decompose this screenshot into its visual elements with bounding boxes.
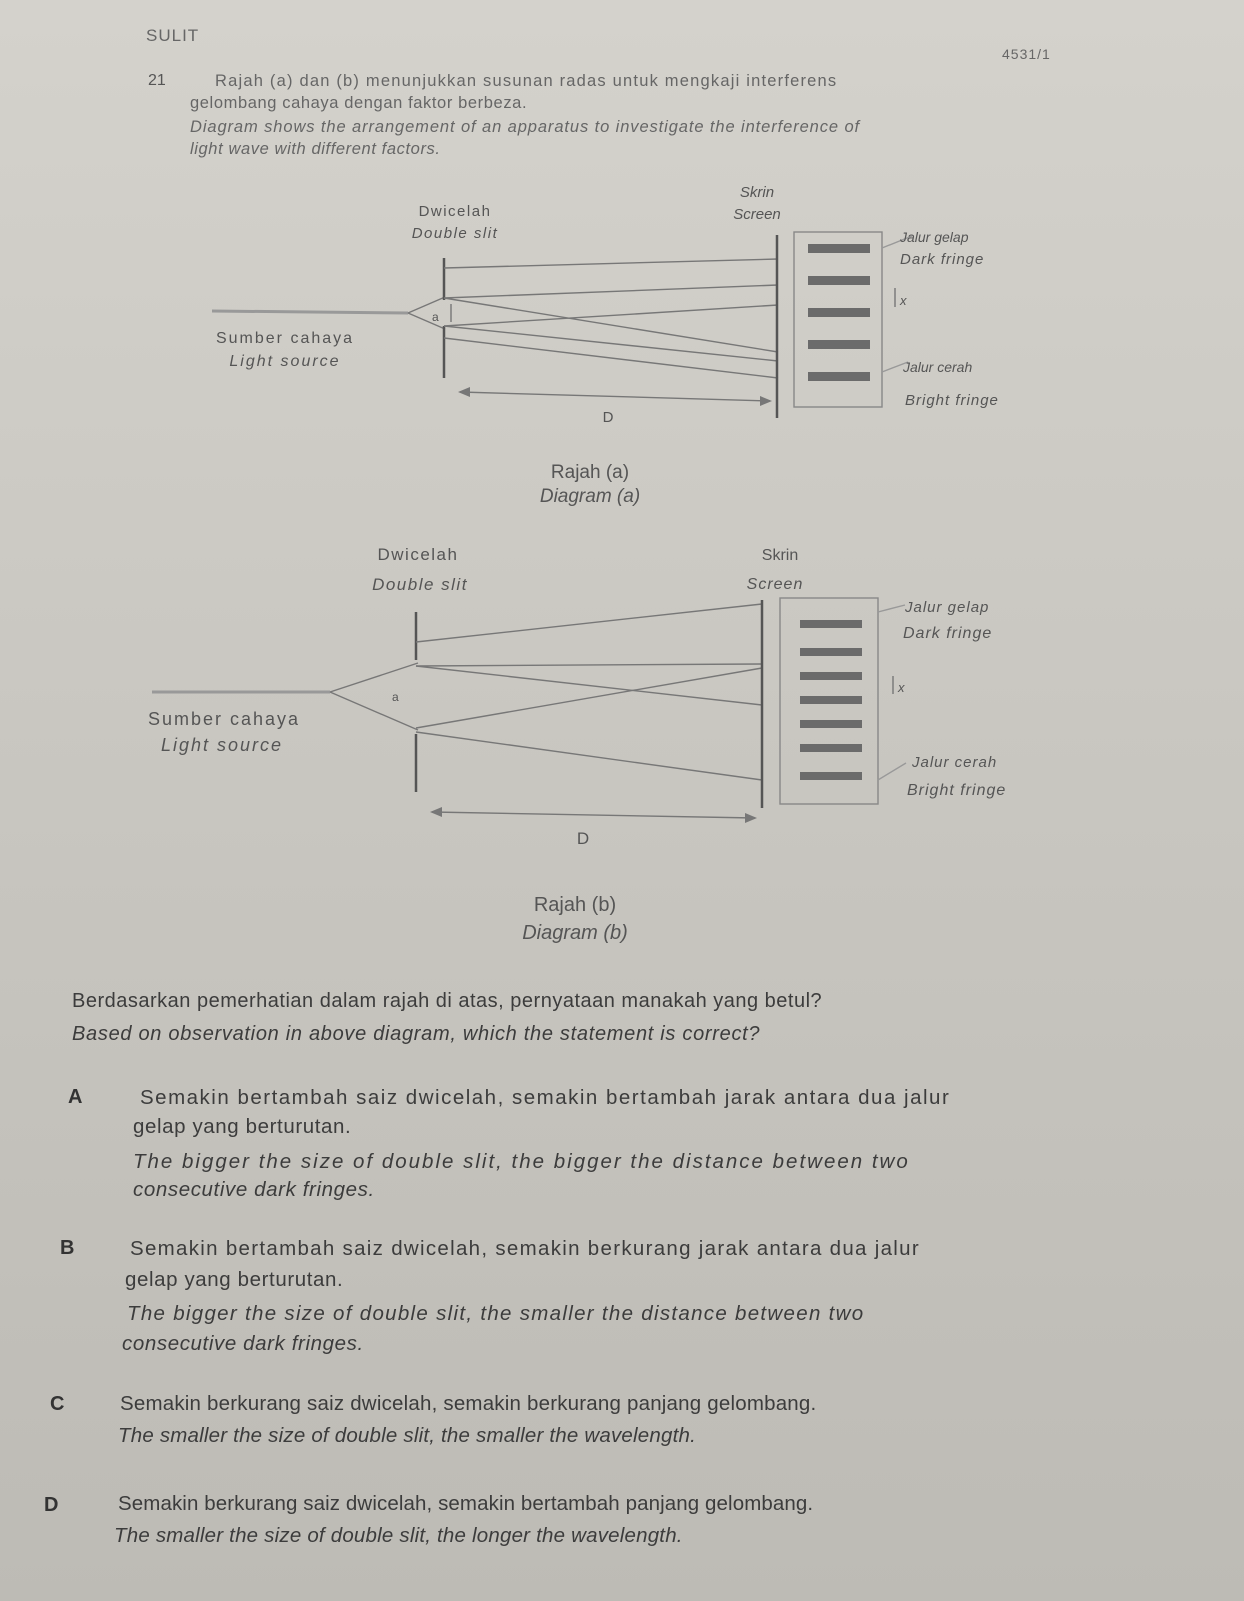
source-label-en: Light source [229,353,341,370]
option-b-en-line2: consecutive dark fringes. [122,1332,364,1355]
bright-label-ms: Jalur cerah [903,359,973,375]
screen-label-en: Screen [746,576,804,593]
header-sulit: SULIT [146,26,200,45]
intro-ms-line2: gelombang cahaya dengan faktor berbeza. [190,94,528,112]
slit-label-en: Double slit [372,575,468,594]
option-a-en-line1: The bigger the size of double slit, the bigger the distance between two [133,1150,910,1173]
option-a-letter[interactable]: A [68,1086,83,1108]
stem-en: Based on observation in above diagram, which the statement is correct? [72,1023,761,1045]
ray [444,305,778,326]
dark-fringe [800,772,862,780]
option-c-ms-line1: Semakin berkurang saiz dwicelah, semakin berkurang panjang gelombang. [120,1392,817,1415]
dark-fringe [800,696,862,704]
ray [444,259,778,268]
d-arrow [460,392,770,401]
ray [330,692,418,730]
option-c-en-line1: The smaller the size of double slit, the smaller the wavelength. [118,1424,696,1447]
ray [416,668,762,728]
dark-label-en: Dark fringe [900,251,985,268]
source-label-ms: Sumber cahaya [147,709,301,729]
diagram-a [0,0,1244,520]
ray [408,313,445,329]
slit-label-ms: Dwicelah [377,545,459,564]
option-b-en-line1: The bigger the size of double slit, the smaller the distance between two [127,1302,865,1325]
source-label-en: Light source [160,735,284,755]
dark-fringe [800,620,862,628]
screen-label-ms: Skrin [739,184,775,201]
intro-en-line2: light wave with different factors. [190,140,441,158]
option-b-ms-line1: Semakin bertambah saiz dwicelah, semakin berkurang jarak antara dua jalur [130,1237,920,1260]
caption-a-ms: Rajah (a) [550,462,630,483]
ray [416,666,762,705]
bright-label-en: Bright fringe [905,392,999,409]
dark-fringe-leader [878,605,905,612]
option-b-ms-line2: gelap yang berturutan. [125,1268,344,1291]
caption-b-en: Diagram (b) [522,922,628,944]
dark-fringe [800,648,862,656]
dark-fringe [800,744,862,752]
dark-label-ms: Jalur gelap [900,229,969,245]
option-d-ms-line1: Semakin berkurang saiz dwicelah, semakin bertambah panjang gelombang. [118,1492,814,1515]
source-label-ms: Sumber cahaya [215,330,355,347]
screen-label-ms: Skrin [761,547,799,564]
dark-fringe [808,340,870,349]
ray [416,732,762,780]
stem-ms: Berdasarkan pemerhatian dalam rajah di atas, pernyataan manakah yang betul? [72,990,823,1012]
slit-label-ms: Dwicelah [418,203,492,220]
dark-fringe [800,720,862,728]
dark-fringe [800,672,862,680]
option-a-ms-line2: gelap yang berturutan. [133,1115,352,1138]
option-d-letter[interactable]: D [44,1494,59,1516]
x-label: x [898,680,905,695]
intro-ms-line1: Rajah (a) dan (b) menunjukkan susunan radas untuk mengkaji interferens [215,72,838,90]
intro-en-line1: Diagram shows the arrangement of an apparatus to investigate the interference of [190,118,861,136]
option-a-en-line2: consecutive dark fringes. [133,1178,375,1201]
question-number: 21 [148,72,166,89]
option-c-letter[interactable]: C [50,1393,65,1415]
diagram-b [0,520,1244,860]
ray [408,297,445,313]
option-d-en-line1: The smaller the size of double slit, the longer the wavelength. [114,1524,683,1547]
dark-fringe [808,372,870,381]
ray [330,663,418,692]
caption-a-en: Diagram (a) [539,486,641,507]
bright-fringe-leader [878,763,906,780]
ray [444,285,778,298]
d-arrow [432,812,755,818]
ray [416,664,762,666]
dark-label-ms: Jalur gelap [905,599,990,616]
option-b-letter[interactable]: B [60,1237,75,1259]
screen-label-en: Screen [733,206,781,223]
d-label: D [576,829,590,848]
dark-fringe [808,276,870,285]
option-a-ms-line1: Semakin bertambah saiz dwicelah, semakin bertambah jarak antara dua jalur [140,1086,951,1109]
dark-fringe [808,244,870,253]
x-label: x [900,293,907,308]
slit-label-en: Double slit [411,225,499,242]
light-source-beam [212,311,408,313]
bright-label-en: Bright fringe [907,782,1007,799]
a-label: a [392,690,399,704]
d-label: D [602,409,614,426]
bright-label-ms: Jalur cerah [912,754,998,771]
caption-b-ms: Rajah (b) [533,894,617,916]
a-label: a [432,310,439,324]
dark-fringe [808,308,870,317]
header-code: 4531/1 [1002,46,1051,62]
dark-label-en: Dark fringe [903,625,993,642]
ray [416,604,762,642]
